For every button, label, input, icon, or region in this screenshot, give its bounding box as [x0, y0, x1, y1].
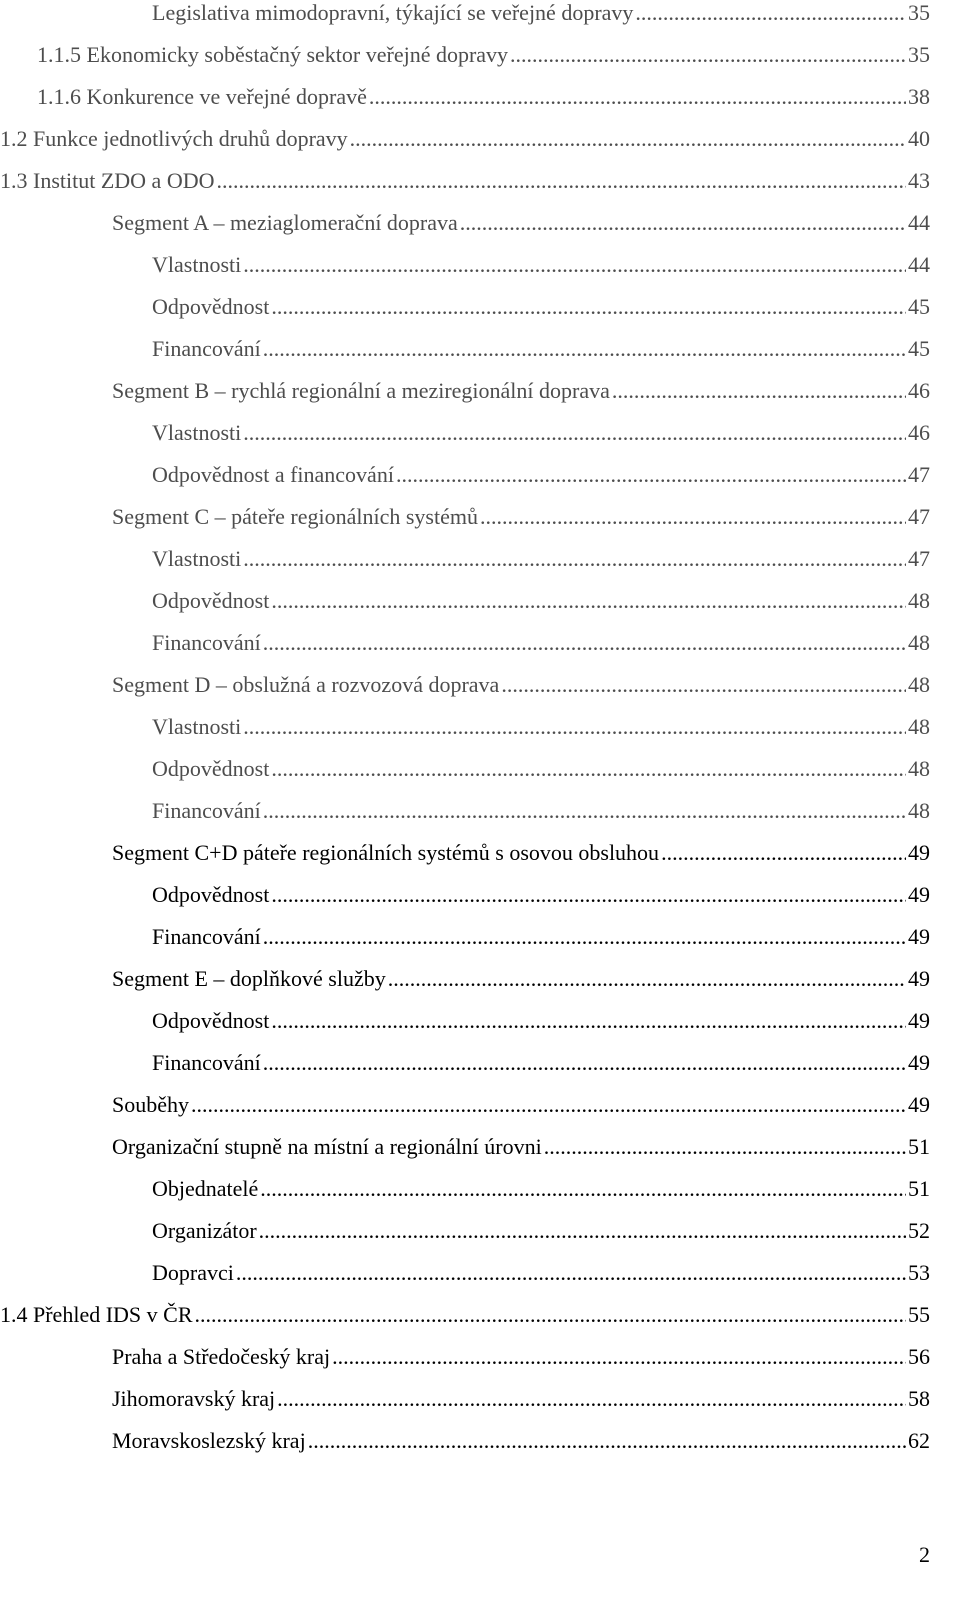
toc-entry-title: 1.4 Přehled IDS v ČR	[0, 1302, 193, 1327]
toc-entry-page: 47	[908, 462, 930, 487]
toc-entry-page: 48	[908, 714, 930, 739]
toc-entry-title: Financování	[152, 1050, 261, 1075]
toc-entry[interactable]	[112, 496, 930, 538]
dot-leader	[308, 1420, 906, 1462]
dot-leader	[260, 1168, 906, 1210]
toc-entry-title: Odpovědnost a financování	[152, 462, 394, 487]
dot-leader	[271, 748, 906, 790]
toc-entry[interactable]	[112, 1378, 930, 1420]
dot-leader	[501, 664, 906, 706]
toc-entry-title: Odpovědnost	[152, 588, 270, 613]
toc-entry[interactable]	[152, 1168, 930, 1210]
toc-entry-title: Vlastnosti	[152, 420, 242, 445]
dot-leader	[332, 1336, 906, 1378]
dot-leader	[271, 1000, 906, 1042]
toc-entry-page: 48	[908, 756, 930, 781]
dot-leader	[271, 874, 906, 916]
dot-leader	[544, 1126, 906, 1168]
toc-entry-title: Odpovědnost	[152, 756, 270, 781]
toc-entry[interactable]	[152, 412, 930, 454]
dot-leader	[243, 244, 906, 286]
toc-entry-title: Financování	[152, 798, 261, 823]
toc-entry-page: 49	[908, 840, 930, 865]
toc-entry[interactable]	[152, 916, 930, 958]
toc-entry[interactable]	[152, 328, 930, 370]
dot-leader	[271, 580, 906, 622]
toc-entry-page: 51	[908, 1134, 930, 1159]
toc-entry[interactable]	[152, 454, 930, 496]
dot-leader	[243, 412, 906, 454]
toc-entry[interactable]	[112, 202, 930, 244]
toc-entry[interactable]	[112, 1126, 930, 1168]
toc-entry[interactable]	[152, 580, 930, 622]
toc-entry[interactable]	[0, 1294, 930, 1336]
toc-entry-page: 40	[908, 126, 930, 151]
toc-entry-title: Segment C+D páteře regionálních systémů s osovou obsluhou	[112, 840, 660, 865]
toc-entry-title: Organizátor	[152, 1218, 257, 1243]
toc-entry[interactable]	[112, 664, 930, 706]
toc-entry[interactable]	[112, 370, 930, 412]
toc-entry-title: Souběhy	[112, 1092, 189, 1117]
toc-entry-title: Vlastnosti	[152, 252, 242, 277]
toc-entry-title: Dopravci	[152, 1260, 234, 1285]
toc-entry[interactable]	[152, 286, 930, 328]
toc-entry-title: Odpovědnost	[152, 882, 270, 907]
toc-entry[interactable]	[0, 160, 930, 202]
toc-entry-title: Legislativa mimodopravní, týkající se veřejné dopravy	[152, 0, 634, 25]
toc-entry[interactable]	[112, 1084, 930, 1126]
toc-entry-page: 53	[908, 1260, 930, 1285]
toc-entry-page: 49	[908, 1092, 930, 1117]
dot-leader	[263, 1042, 906, 1084]
toc-entry-title: Vlastnosti	[152, 546, 242, 571]
toc-entry-page: 48	[908, 798, 930, 823]
dot-leader	[396, 454, 906, 496]
toc-entry[interactable]	[152, 622, 930, 664]
toc-entry-title: Segment D – obslužná a rozvozová doprava	[112, 672, 500, 697]
toc-entry-title: Jihomoravský kraj	[112, 1386, 276, 1411]
dot-leader	[243, 538, 906, 580]
toc-entry-title: Odpovědnost	[152, 294, 270, 319]
toc-entry-page: 62	[908, 1428, 930, 1453]
toc-entry-page: 49	[908, 1008, 930, 1033]
dot-leader	[263, 916, 906, 958]
dot-leader	[191, 1084, 906, 1126]
toc-entry-title: 1.1.5 Ekonomicky soběstačný sektor veřejné dopravy	[37, 42, 509, 67]
toc-entry[interactable]	[152, 1252, 930, 1294]
toc-entry[interactable]	[152, 1042, 930, 1084]
toc-entry-page: 46	[908, 378, 930, 403]
toc-entry-page: 49	[908, 882, 930, 907]
toc-entry[interactable]	[152, 790, 930, 832]
toc-entry-page: 52	[908, 1218, 930, 1243]
toc-entry-title: 1.2 Funkce jednotlivých druhů dopravy	[0, 126, 348, 151]
toc-entry-title: 1.3 Institut ZDO a ODO	[0, 168, 215, 193]
toc-entry-title: 1.1.6 Konkurence ve veřejné dopravě	[37, 84, 367, 109]
toc-entry-title: Segment B – rychlá regionální a meziregionální doprava	[112, 378, 610, 403]
toc-entry-title: Objednatelé	[152, 1176, 259, 1201]
toc-entry[interactable]	[152, 706, 930, 748]
toc-entry-title: Vlastnosti	[152, 714, 242, 739]
dot-leader	[510, 34, 906, 76]
toc-entry-page: 48	[908, 630, 930, 655]
dot-leader	[635, 0, 906, 34]
toc-entry-page: 49	[908, 966, 930, 991]
toc-entry-page: 46	[908, 420, 930, 445]
page-number: 2	[919, 1542, 930, 1567]
toc-entry-page: 48	[908, 588, 930, 613]
dot-leader	[263, 328, 906, 370]
dot-leader	[612, 370, 906, 412]
toc-entry[interactable]	[152, 0, 930, 34]
dot-leader	[263, 790, 906, 832]
dot-leader	[236, 1252, 906, 1294]
toc-entry-page: 47	[908, 546, 930, 571]
dot-leader	[388, 958, 906, 1000]
toc-entry-title: Financování	[152, 924, 261, 949]
toc-entry-title: Segment C – páteře regionálních systémů	[112, 504, 478, 529]
dot-leader	[263, 622, 906, 664]
toc-entry-title: Segment E – doplňkové služby	[112, 966, 386, 991]
dot-leader	[480, 496, 906, 538]
toc-entry[interactable]	[112, 832, 930, 874]
toc-entry-page: 55	[908, 1302, 930, 1327]
dot-leader	[259, 1210, 906, 1252]
toc-entry-page: 48	[908, 672, 930, 697]
toc-entry-page: 35	[908, 42, 930, 67]
toc-entry-title: Praha a Středočeský kraj	[112, 1344, 331, 1369]
toc-entry[interactable]	[152, 1210, 930, 1252]
toc-entry-page: 45	[908, 294, 930, 319]
toc-entry-page: 47	[908, 504, 930, 529]
toc-entry-page: 49	[908, 924, 930, 949]
toc-entry[interactable]	[152, 874, 930, 916]
toc-entry-page: 44	[908, 252, 930, 277]
toc-entry[interactable]	[152, 748, 930, 790]
toc-entry-title: Odpovědnost	[152, 1008, 270, 1033]
toc-entry[interactable]	[112, 1420, 930, 1462]
toc-entry-title: Moravskoslezský kraj	[112, 1428, 306, 1453]
toc-entry-title: Segment A – meziaglomerační doprava	[112, 210, 458, 235]
toc-entry-title: Organizační stupně na místní a regionální úrovni	[112, 1134, 542, 1159]
toc-entry[interactable]	[0, 118, 930, 160]
dot-leader	[369, 76, 906, 118]
toc-entry[interactable]	[152, 244, 930, 286]
toc-entry-title: Financování	[152, 630, 261, 655]
toc-entry[interactable]	[152, 538, 930, 580]
toc-entry-page: 51	[908, 1176, 930, 1201]
dot-leader	[460, 202, 906, 244]
dot-leader	[195, 1294, 907, 1336]
dot-leader	[661, 832, 906, 874]
toc-entry-page: 58	[908, 1386, 930, 1411]
dot-leader	[277, 1378, 906, 1420]
toc-entry[interactable]	[152, 1000, 930, 1042]
toc-entry-page: 43	[908, 168, 930, 193]
dot-leader	[350, 118, 906, 160]
toc-entry[interactable]	[112, 1336, 930, 1378]
toc-entry[interactable]	[37, 34, 930, 76]
dot-leader	[271, 286, 906, 328]
toc-entry-page: 44	[908, 210, 930, 235]
toc-entry[interactable]	[37, 76, 930, 118]
toc-entry-title: Financování	[152, 336, 261, 361]
dot-leader	[216, 160, 906, 202]
toc-entry-page: 38	[908, 84, 930, 109]
toc-entry-page: 45	[908, 336, 930, 361]
dot-leader	[243, 706, 906, 748]
toc-entry-page: 56	[908, 1344, 930, 1369]
toc-entry-page: 49	[908, 1050, 930, 1075]
toc-entry[interactable]	[112, 958, 930, 1000]
toc-entry-page: 35	[908, 0, 930, 25]
